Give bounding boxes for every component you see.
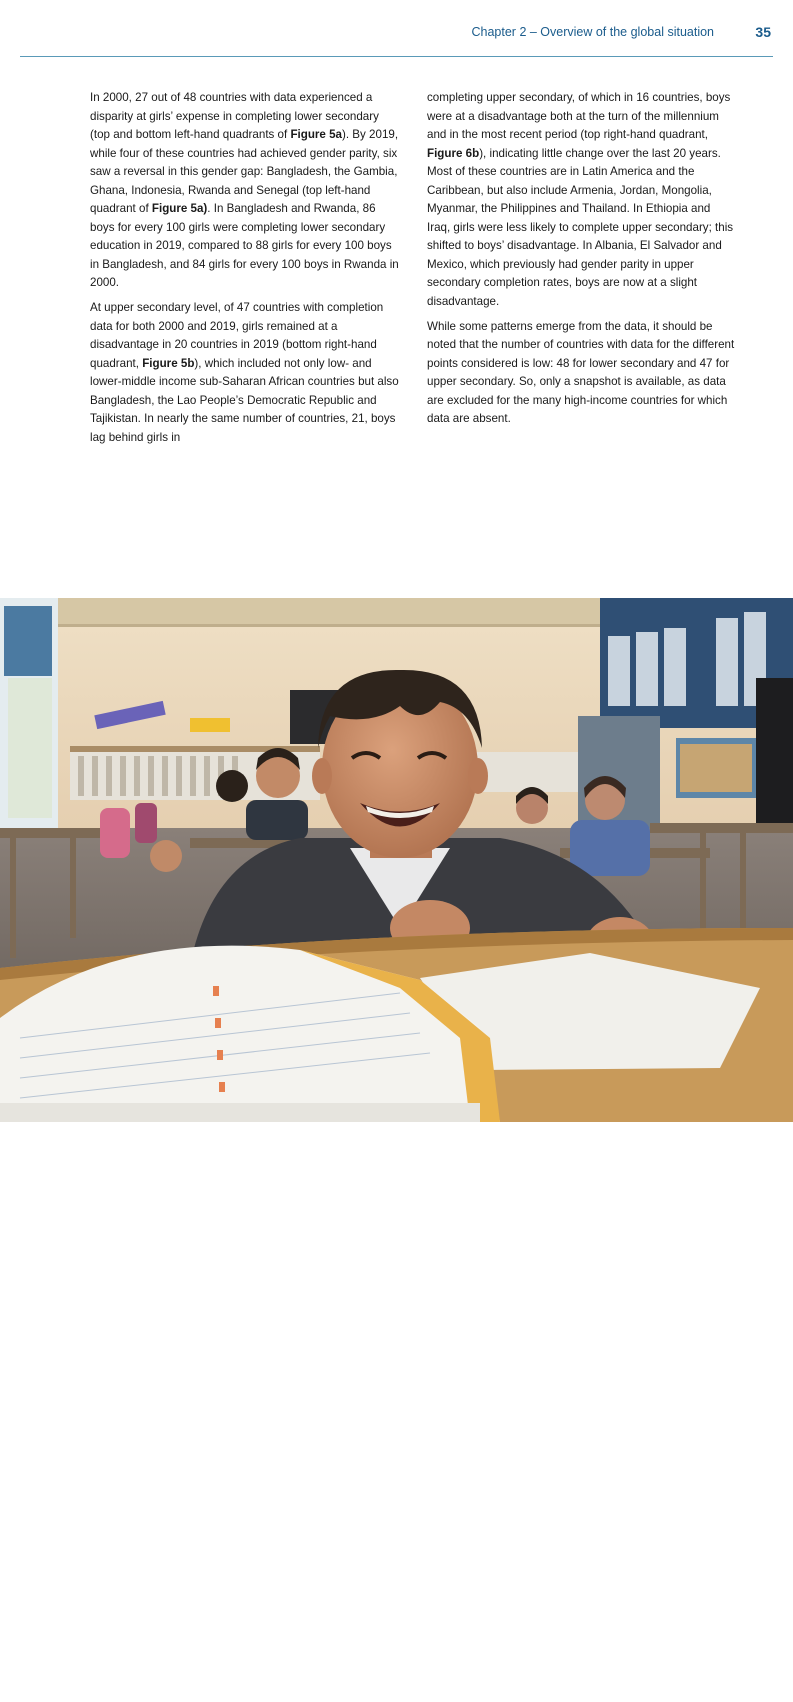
page-number: 35 [755, 24, 771, 40]
chapter-title: Chapter 2 – Overview of the global situation [471, 25, 714, 39]
text-run: . In Bangladesh and Rwanda, 86 boys for every 100 girls were completing lower secondary education in 2019, compared to 88 girls for every 100 boys in Bangladesh, and 84 girls for every 100 boys in Rwanda in 2000. [90, 202, 399, 290]
figure-reference: Figure 6b [427, 146, 480, 160]
classroom-photo-illustration [0, 598, 793, 1122]
paragraph [427, 318, 736, 429]
figure-reference: Figure 5a [290, 128, 342, 142]
page-header [0, 0, 793, 57]
text-run: In 2000, 27 out of 48 countries with data experienced a disparity at girls’ expense in completing lower secondary (top and bottom left-hand quadrants of [90, 91, 379, 142]
text-run: ). By 2019, while four of these countries had achieved gender parity, six saw a reversal in this gender gap: Bangladesh, the Gambia, Ghana, Indonesia, Rwanda and Senegal (top left-hand quadrant of [90, 128, 399, 216]
figure-reference: Figure 5b [142, 356, 195, 370]
text-run: ), indicating little change over the last 20 years. Most of these countries are in Latin America and the Caribbean, but also include Armenia, Jordan, Mongolia, Myanmar, the Philippines and Thailand. In Ethiopia and Iraq, girls were less likely to complete upper secondary; this shifted to boys’ disadvantage. In Albania, El Salvador and Mexico, which previously had gender parity in upper secondary completion rates, boys are now at a slight disadvantage. [427, 146, 734, 309]
classroom-photo [0, 598, 793, 1702]
text-column-right [427, 89, 736, 435]
text-run: While some patterns emerge from the data, it should be noted that the number of countries with data for the different points considered is low: 48 for lower secondary and 47 for upper secondary. So, only a snapshot is available, as data are excluded for the many high-income countries for which data are absent. [427, 319, 735, 426]
paragraph [427, 89, 736, 312]
text-column-left [90, 89, 402, 453]
text-run: At upper secondary level, of 47 countries with completion data for both 2000 and 2019, girls remained at a disadvantage in 20 countries in 2019 (bottom right-hand quadrant, [90, 301, 384, 370]
text-run: completing upper secondary, of which in 16 countries, boys were at a disadvantage both at the turn of the millennium and in the most recent period (top right-hand quadrant, [427, 91, 731, 142]
header-rule [20, 56, 773, 57]
paragraph [90, 299, 402, 447]
paragraph [90, 89, 402, 293]
text-run: ), which included not only low- and lower-middle income sub-Saharan African countries but also Bangladesh, the Lao People’s Democratic Republic and Tajikistan. In nearly the same number of countries, 21, boys lag behind girls in [90, 356, 399, 444]
photo-credit: © UNESCO/Carolina Jetez [764, 1584, 775, 1702]
figure-reference: Figure 5a) [151, 202, 208, 216]
